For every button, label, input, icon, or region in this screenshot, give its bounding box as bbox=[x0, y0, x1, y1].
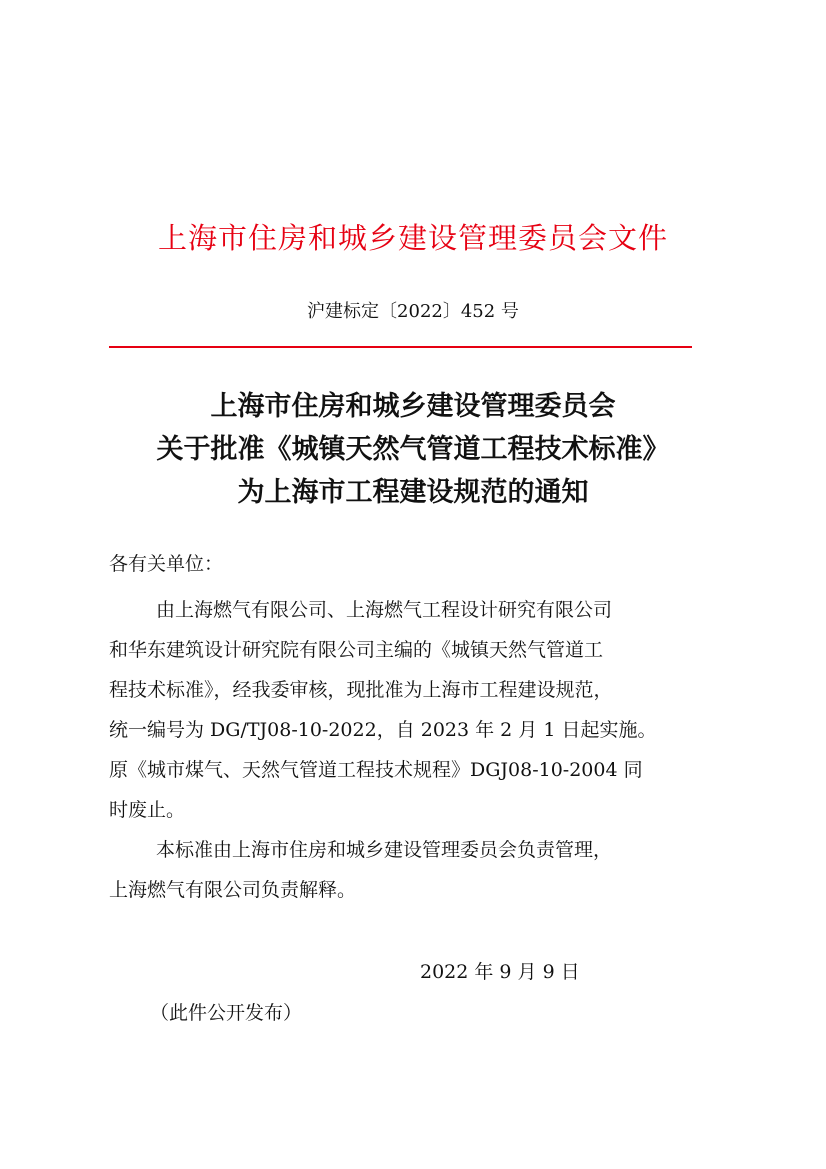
notice-title-line: 关于批准《城镇天然气管道工程技术标准》 bbox=[156, 434, 670, 465]
paragraph-line: 程技术标准》，经我委审核，现批准为上海市工程建设规范， bbox=[109, 679, 613, 701]
paragraph-line: 本标准由上海市住房和城乡建设管理委员会负责管理， bbox=[156, 839, 613, 861]
body-paragraph-1 bbox=[109, 590, 719, 830]
salutation: 各有关单位： bbox=[109, 553, 224, 575]
notice-title-line: 为上海市工程建设规范的通知 bbox=[237, 477, 589, 508]
publish-note: （此件公开发布） bbox=[150, 1002, 303, 1024]
paragraph-line: 由上海燃气有限公司、上海燃气工程设计研究有限公司 bbox=[156, 599, 613, 621]
notice-title bbox=[0, 385, 826, 514]
paragraph-line: 时废止。 bbox=[109, 799, 186, 821]
issuer-header-title: 上海市住房和城乡建设管理委员会文件 bbox=[157, 221, 668, 255]
issue-date: 2022 年 9 月 9 日 bbox=[420, 961, 580, 983]
body-paragraph-2 bbox=[109, 830, 719, 910]
notice-title-line: 上海市住房和城乡建设管理委员会 bbox=[210, 391, 616, 422]
paragraph-line: 和华东建筑设计研究院有限公司主编的《城镇天然气管道工 bbox=[109, 639, 604, 661]
paragraph-line: 原《城市煤气、天然气管道工程技术规程》DGJ08-10-2004 同 bbox=[109, 759, 643, 781]
paragraph-line: 上海燃气有限公司负责解释。 bbox=[109, 879, 357, 901]
paragraph-line: 统一编号为 DG/TJ08-10-2022，自 2023 年 2 月 1 日起实施。 bbox=[109, 719, 657, 741]
document-number: 沪建标定〔2022〕452 号 bbox=[307, 301, 519, 322]
red-divider-line bbox=[109, 346, 692, 348]
